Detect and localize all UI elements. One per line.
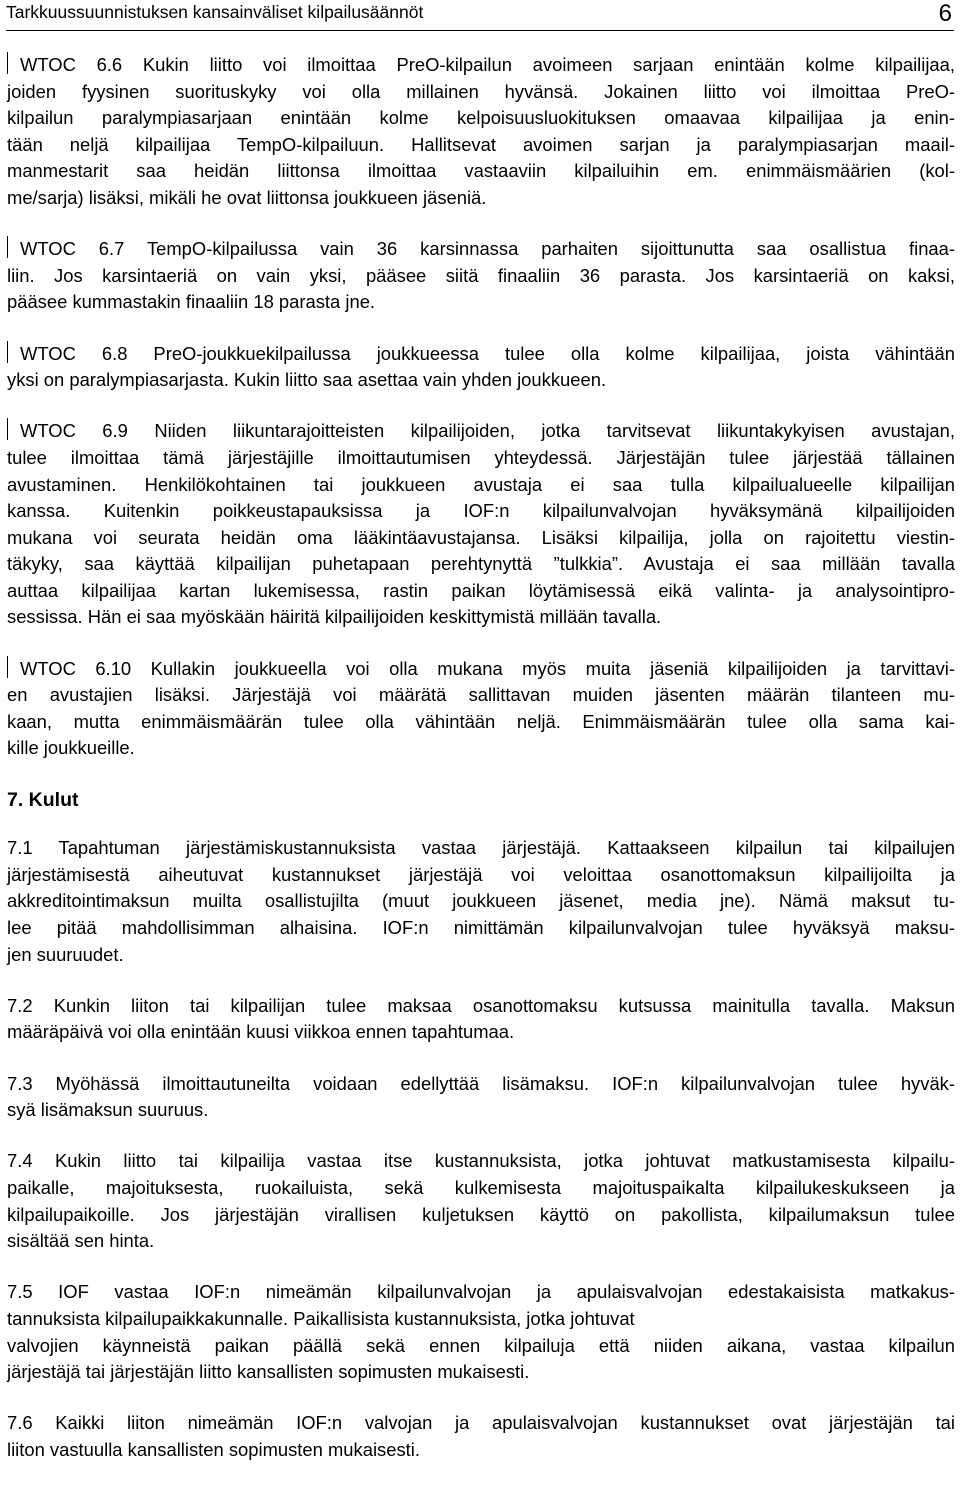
paragraph-wtoc-6-8: [7, 341, 955, 394]
paragraph-7-3: [7, 1071, 955, 1124]
header-title: Tarkkuussuunnistuksen kansainväliset kilpailusäännöt: [6, 2, 424, 22]
text-line: valvojien käynneistä paikan päällä sekä ennen kilpailuja että niiden aikana, vastaa kilpailun: [7, 1334, 955, 1356]
paragraph-wtoc-6-9: [7, 418, 955, 631]
text-line: 7.2 Kunkin liiton tai kilpailijan tulee maksaa osanottomaksu kutsussa mainitulla tavalla. Maksun: [7, 994, 955, 1016]
text-line: tään neljä kilpailijaa TempO-kilpailuun. Hallitsevat avoimen sarjan ja paralympiasarjan maail-: [7, 133, 955, 155]
paragraph-7-6: [7, 1410, 955, 1463]
text-line: akkreditointimaksun muilta osallistujilta (muut joukkueen jäsenet, media jne). Nämä maksut tu-: [7, 890, 955, 912]
text-line: kanssa. Kuitenkin poikkeustapauksissa ja IOF:n kilpailunvalvojan hyväksymänä kilpailijoiden: [7, 500, 955, 522]
text-line: jen suuruudet.: [7, 943, 124, 965]
text-line: manmestarit saa heidän liittonsa ilmoittaa vastaaviin kilpailuihin em. enimmäismäärien (kol-: [7, 160, 955, 182]
text-line: järjestäjä tai järjestäjän liitto kansallisten sopimusten mukaisesti.: [7, 1361, 530, 1383]
text-line: 7.3 Myöhässä ilmoittautuneilta voidaan edellyttää lisämaksu. IOF:n kilpailunvalvojan tulee hyväk-: [7, 1072, 955, 1094]
text-line: lee pitää mahdollisimman alhaisina. IOF:n nimittämän kilpailunvalvojan tulee hyväksyä maksu-: [7, 917, 955, 938]
text-line: sessissa. Hän ei saa myöskään häiritä kilpailijoiden keskittymistä millään tavalla.: [7, 606, 662, 628]
text-line: 7.5 IOF vastaa IOF:n nimeämän kilpailunvalvojan ja apulaisvalvojan edestakaisista matkakus-: [7, 1281, 955, 1303]
text-line: WTOC 6.9 Niiden liikuntarajoitteisten kilpailijoiden, jotka tarvitsevat liikuntakykyisen avustajan,: [7, 418, 955, 445]
text-line: en avustajien lisäksi. Järjestäjä voi määrätä sallittavan muiden jäsenten määrän tilanteen mu-: [7, 684, 955, 706]
text-line: kilpailupaikoille. Jos järjestäjän virallisen kuljetuksen käyttö on pakollista, kilpailumaksun tulee: [7, 1203, 955, 1225]
text-line: täkyky, saa käyttää kilpailijan puhetapaan perehtynyttä ”tulkkia”. Avustaja ei saa millään tavalla: [7, 553, 955, 575]
page-header: [6, 0, 954, 31]
paragraph-7-5: [7, 1279, 955, 1385]
text-line: tulee ilmoittaa tämä järjestäjille ilmoittautumisen yhteydessä. Järjestäjän tulee järjestää tällainen: [7, 446, 955, 468]
text-line: auttaa kilpailijaa kartan lukemisessa, rastin paikan löytämisessä eikä valinta- ja analysointipro-: [7, 579, 955, 601]
paragraph-7-1: [7, 835, 955, 968]
text-line: WTOC 6.6 Kukin liitto voi ilmoittaa PreO-kilpailun avoimeen sarjaan enintään kolme kilpailijaa,: [7, 52, 955, 79]
change-bar: [7, 418, 8, 440]
text-line: yksi on paralympiasarjasta. Kukin liitto saa asettaa vain yhden joukkueen.: [7, 369, 607, 391]
text-line: liiton vastuulla kansallisten sopimusten mukaisesti.: [7, 1438, 420, 1460]
text-line: pääsee kummastakin finaaliin 18 parasta jne.: [7, 291, 376, 313]
text-line: järjestämisestä aiheutuvat kustannukset järjestäjä voi veloittaa osanottomaksun kilpailijoilta ja: [7, 863, 955, 885]
text-line: kilpailun paralympiasarjaan enintään kolme kelpoisuusluokituksen omaavaa kilpailijaa ja enin-: [7, 107, 955, 129]
text-line: määräpäivä voi olla enintään kuusi viikkoa ennen tapahtumaa.: [7, 1021, 515, 1043]
section-heading-kulut: 7. Kulut: [7, 788, 79, 811]
paragraph-7-4: [7, 1148, 955, 1254]
paragraph-wtoc-6-7: [7, 236, 955, 316]
text-line: tannuksista kilpailupaikkakunnalle. Paikallisista kustannuksista, jotka johtuvat: [7, 1307, 635, 1329]
change-bar: [7, 52, 8, 74]
paragraph-wtoc-6-6: [7, 52, 955, 212]
change-bar: [7, 656, 8, 678]
text-line: kille joukkueille.: [7, 737, 135, 759]
text-line: sisältää sen hinta.: [7, 1230, 155, 1252]
text-line: 7.6 Kaikki liiton nimeämän IOF:n valvojan ja apulaisvalvojan kustannukset ovat järjestäjän tai: [7, 1412, 955, 1434]
text-line: 7.1 Tapahtuman järjestämiskustannuksista vastaa järjestäjä. Kattaakseen kilpailun tai kilpailujen: [7, 837, 955, 859]
text-line: WTOC 6.10 Kullakin joukkueella voi olla mukana myös muita jäseniä kilpailijoiden ja tarvittavi-: [7, 656, 955, 683]
text-line: WTOC 6.7 TempO-kilpailussa vain 36 karsinnassa parhaiten sijoittunutta saa osallistua finaa-: [7, 236, 955, 263]
text-line: joiden fyysinen suorituskyky voi olla millainen hyvänsä. Jokainen liitto voi ilmoittaa PreO-: [7, 80, 955, 102]
document-body: [7, 52, 955, 1488]
paragraph-7-2: [7, 993, 955, 1046]
text-line: WTOC 6.8 PreO-joukkuekilpailussa joukkueessa tulee olla kolme kilpailijaa, joista vähintään: [7, 341, 955, 368]
change-bar: [7, 341, 8, 363]
text-line: 7.4 Kukin liitto tai kilpailija vastaa itse kustannuksista, jotka johtuvat matkustamisesta kilpailu-: [7, 1150, 955, 1172]
page-number: 6: [938, 0, 952, 27]
change-bar: [7, 236, 8, 258]
text-line: mukana voi seurata heidän oma lääkintäavustajansa. Lisäksi kilpailija, jolla on rajoitettu viestin-: [7, 526, 955, 548]
text-line: paikalle, majoituksesta, ruokailuista, sekä kulkemisesta majoituspaikalta kilpailukeskukseen ja: [7, 1176, 955, 1198]
text-line: avustaminen. Henkilökohtainen tai joukkueen avustaja ei saa tulla kilpailualueelle kilpailijan: [7, 473, 955, 495]
text-line: me/sarja) lisäksi, mikäli he ovat liittonsa joukkueen jäseniä.: [7, 186, 487, 208]
text-line: syä lisämaksun suuruus.: [7, 1099, 209, 1121]
text-line: kaan, mutta enimmäismäärän tulee olla vähintään neljä. Enimmäismäärän tulee olla sama kai-: [7, 710, 955, 732]
paragraph-wtoc-6-10: [7, 656, 955, 762]
text-line: liin. Jos karsintaeriä on vain yksi, pääsee siitä finaaliin 36 parasta. Jos karsintaeriä on kaksi,: [7, 264, 955, 286]
